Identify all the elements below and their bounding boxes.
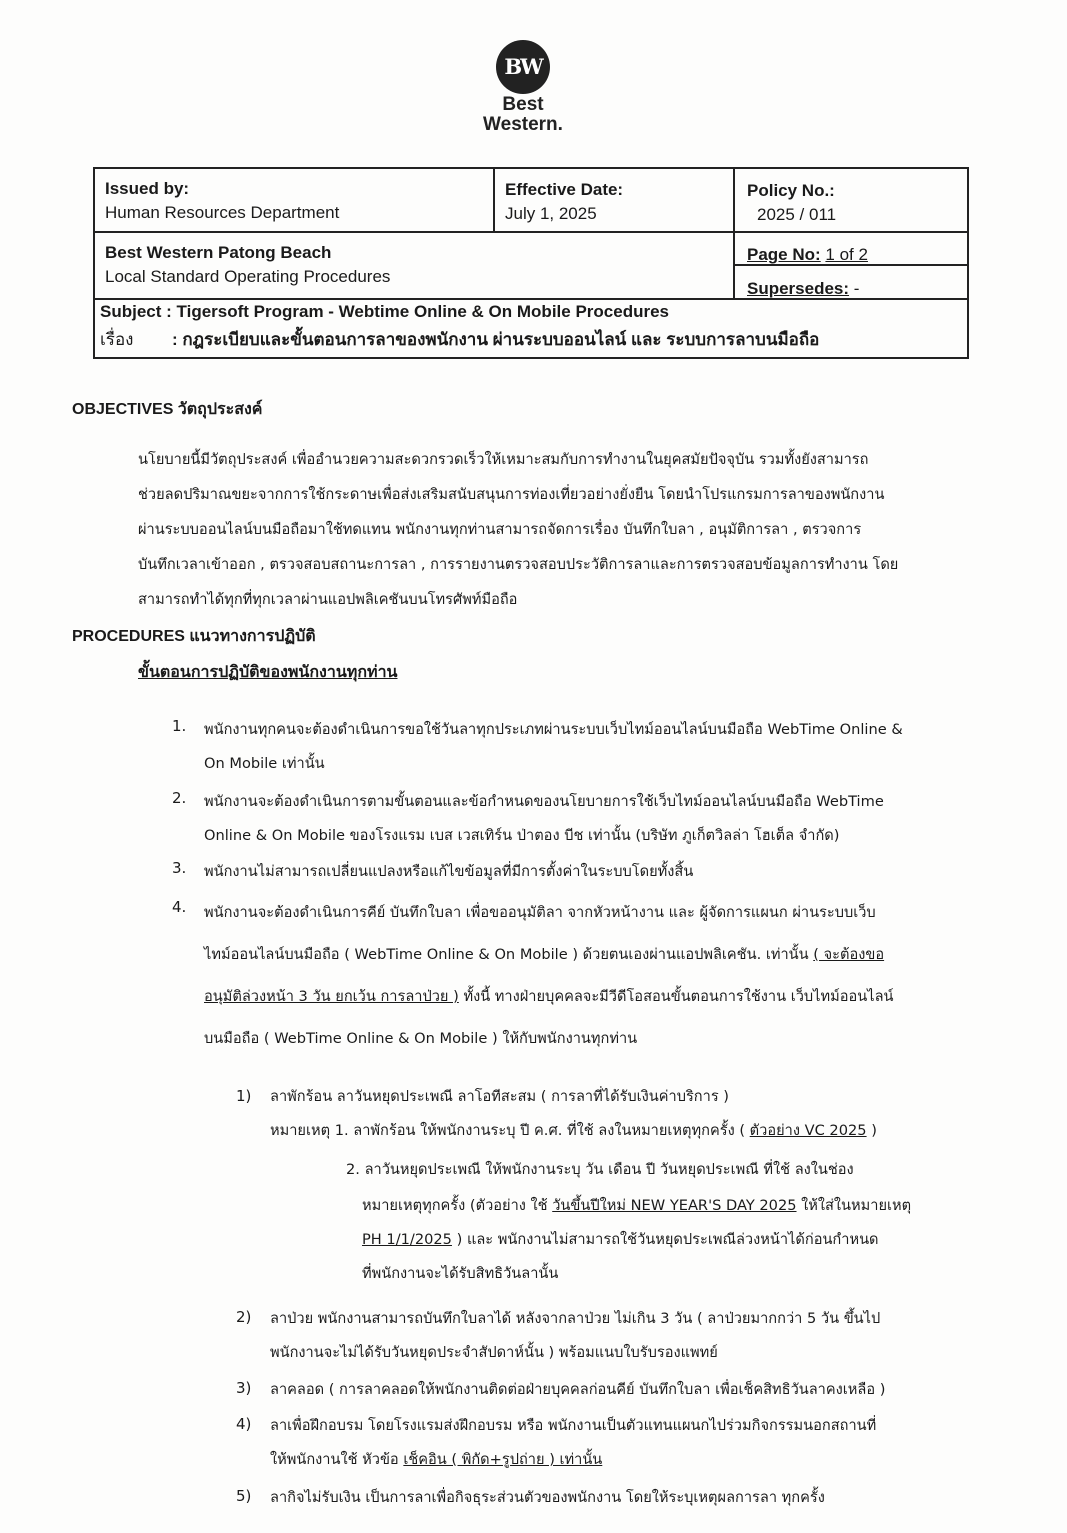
procedure-item-3 — [204, 855, 994, 889]
effective-date-cell — [495, 172, 733, 232]
leave-number: 5) — [236, 1487, 252, 1505]
page-no-cell — [737, 239, 967, 273]
item-line: ไทม์ออนไลน์บนมือถือ ( WebTime Online & On Mobile ) ด้วยตนเองผ่านแอปพลิเคชัน. เท่านั้น — [204, 946, 814, 963]
check-in-note: เช็คอิน ( พิกัด+รูปถ่าย ) เท่านั้น — [403, 1451, 603, 1468]
leave-line: ที่พนักงานจะได้รับสิทธิวันลานั้น — [362, 1265, 559, 1282]
example-code: ตัวอย่าง VC 2025 — [749, 1122, 867, 1139]
policy-no-cell — [737, 173, 967, 233]
example-code: PH 1/1/2025 — [362, 1231, 452, 1248]
leave-line: หมายเหตุทุกครั้ง (ตัวอย่าง ใช้ — [362, 1197, 553, 1214]
item-line: พนักงานไม่สามารถเปลี่ยนแปลงหรือแก้ไขข้อมูลที่มีการตั้งค่าในระบบโดยทั้งสิ้น — [204, 863, 694, 880]
objectives-heading: OBJECTIVES วัตถุประสงค์ — [72, 401, 263, 418]
objectives-line: ผ่านระบบออนไลน์บนมือถือมาใช้ทดแทน พนักงานทุกท่านสามารถจัดการเรื่อง บันทึกใบลา , อนุมัติการลา , ตรวจการ — [138, 521, 862, 538]
subject-value: Tigersoft Program - Webtime Online & On Mobile Procedures — [176, 302, 669, 321]
issued-by-label: Issued by: — [105, 179, 190, 198]
leave-line: พนักงานจะไม่ได้รับวันหยุดประจำสัปดาห์นั้น ) พร้อมแนบใบรับรองแพทย์ — [270, 1344, 718, 1361]
item-number: 1. — [172, 717, 187, 735]
policy-no-value: 2025 / 011 — [757, 205, 837, 224]
objectives-line: นโยบายนี้มีวัตถุประสงค์ เพื่ออำนวยความสะดวกรวดเร็วให้เหมาะสมกับการทำงานในยุคสมัยปัจจุบัน รวมทั้งยังสามารถ — [138, 451, 869, 468]
leave-line: ให้ใส่ในหมายเหตุ — [796, 1197, 912, 1214]
subject-cell — [95, 299, 967, 353]
issued-by-cell — [95, 171, 493, 231]
hotel-name: Best Western Patong Beach — [105, 243, 332, 262]
logo-line-1: Best — [502, 94, 544, 115]
item-line: พนักงานทุกคนจะต้องดำเนินการขอใช้วันลาทุกประเภทผ่านระบบเว็บไทม์ออนไลน์บนมือถือ WebTime Online & — [204, 721, 903, 738]
effective-date-label: Effective Date: — [505, 180, 624, 199]
policy-header-table — [93, 167, 969, 359]
leave-type-5 — [270, 1481, 990, 1515]
procedures-heading: PROCEDURES แนวทางการปฏิบัติ — [72, 628, 316, 645]
procedure-item-4 — [204, 892, 994, 1060]
item-line: บนมือถือ ( WebTime Online & On Mobile ) ให้กับพนักงานทุกท่าน — [204, 1030, 638, 1047]
item-number: 4. — [172, 898, 187, 916]
item-number: 2. — [172, 789, 187, 807]
page-no-label: Page No: — [747, 245, 821, 264]
procedure-item-2 — [204, 785, 994, 853]
leave-type-2 — [270, 1302, 990, 1370]
item-line: พนักงานจะต้องดำเนินการคีย์ บันทึกใบลา เพื่อขออนุมัติลา จากหัวหน้างาน และ ผู้จัดการแผนก ผ่านระบบเว็บ — [204, 904, 876, 921]
leave-line: ลากิจไม่รับเงิน เป็นการลาเพื่อกิจธุระส่วนตัวของพนักงาน โดยให้ระบุเหตุผลการลา ทุกครั้ง — [270, 1489, 825, 1506]
best-western-logo — [468, 40, 578, 135]
logo-line-2: Western. — [483, 114, 563, 135]
effective-date-value: July 1, 2025 — [505, 204, 597, 223]
advance-approval-note: ( จะต้องขอ — [813, 946, 885, 963]
bw-logo-mark: BW — [496, 40, 550, 94]
policy-no-label: Policy No.: — [747, 181, 835, 200]
item-line: On Mobile เท่านั้น — [204, 755, 325, 772]
leave-type-4 — [270, 1409, 990, 1477]
leave-line: ให้พนักงานใช้ หัวข้อ — [270, 1451, 404, 1468]
leave-number: 1) — [236, 1087, 252, 1105]
leave-line: ) — [866, 1122, 877, 1139]
supersedes-value: - — [853, 279, 860, 298]
leave-number: 2) — [236, 1308, 252, 1326]
item-line: Online & On Mobile ของโรงแรม เบส เวสเทิร์น ป่าตอง บีช เท่านั้น (บริษัท ภูเก็ตวิลล่า โฮเต็ล จำกัด) — [204, 827, 840, 844]
leave-number: 3) — [236, 1379, 252, 1397]
leave-number: 4) — [236, 1415, 252, 1433]
sop-title: Local Standard Operating Procedures — [105, 267, 391, 286]
leave-line: ) และ พนักงานไม่สามารถใช้วันหยุดประเพณีล่วงหน้าได้ก่อนกำหนด — [451, 1231, 879, 1248]
leave-type-1-note-2 — [346, 1153, 986, 1187]
leave-line: ลาป่วย พนักงานสามารถบันทึกใบลาได้ หลังจากลาป่วย ไม่เกิน 3 วัน ( ลาป่วยมากกว่า 5 วัน ขึ้นไป — [270, 1310, 881, 1327]
supersedes-label: Supersedes: — [747, 279, 850, 298]
objectives-body — [138, 442, 983, 617]
leave-type-3 — [270, 1373, 990, 1407]
leave-type-1 — [270, 1080, 990, 1148]
hotel-cell — [95, 235, 733, 295]
topic-value: : กฎระเบียบและขั้นตอนการลาของพนักงาน ผ่านระบบออนไลน์ และ ระบบการลาบนมือถือ — [172, 330, 820, 349]
subject-label: Subject : — [100, 302, 172, 321]
objectives-line: ช่วยลดปริมาณขยะจากการใช้กระดาษเพื่อส่งเสริมสนับสนุนการท่องเที่ยวอย่างยั่งยืน โดยนำโปรแกรมการลาของพนักงาน — [138, 486, 885, 503]
item-line: ทั้งนี้ ทางฝ่ายบุคคลจะมีวีดีโอสอนขั้นตอนการใช้งาน เว็บไทม์ออนไลน์ — [458, 988, 894, 1005]
procedures-subheading: ขั้นตอนการปฏิบัติของพนักงานทุกท่าน — [138, 664, 398, 681]
topic-label: เรื่อง — [100, 330, 134, 349]
leave-line: ลาคลอด ( การลาคลอดให้พนักงานติดต่อฝ่ายบุคคลก่อนคีย์ บันทึกใบลา เพื่อเช็คสิทธิวันลาคงเหลือ ) — [270, 1381, 886, 1398]
objectives-line: บันทึกเวลาเข้าออก , ตรวจสอบสถานะการลา , การรายงานตรวจสอบประวัติการลาและการตรวจสอบข้อมูลการทำงาน โดย — [138, 556, 899, 573]
advance-approval-note: อนุมัติล่วงหน้า 3 วัน ยกเว้น การลาป่วย ) — [204, 988, 459, 1005]
objectives-line: สามารถทำได้ทุกที่ทุกเวลาผ่านแอปพลิเคชันบนโทรศัพท์มือถือ — [138, 591, 518, 608]
item-number: 3. — [172, 859, 187, 877]
leave-type-1-note-2-body — [362, 1189, 992, 1291]
leave-line: ลาเพื่อฝึกอบรม โดยโรงแรมส่งฝึกอบรม หรือ พนักงานเป็นตัวแทนแผนกไปร่วมกิจกรรมนอกสถานที่ — [270, 1417, 877, 1434]
issued-by-value: Human Resources Department — [105, 203, 340, 222]
leave-line: หมายเหตุ 1. ลาพักร้อน ให้พนักงานระบุ ปี ค.ศ. ที่ใช้ ลงในหมายเหตุทุกครั้ง ( — [270, 1122, 750, 1139]
example-holiday: วันขึ้นปีใหม่ NEW YEAR'S DAY 2025 — [552, 1197, 797, 1214]
leave-line: 2. ลาวันหยุดประเพณี ให้พนักงานระบุ วัน เดือน ปี วันหยุดประเพณี ที่ใช้ ลงในช่อง — [346, 1161, 854, 1178]
item-line: พนักงานจะต้องดำเนินการตามขั้นตอนและข้อกำหนดของนโยบายการใช้เว็บไทม์ออนไลน์บนมือถือ WebTime — [204, 793, 884, 810]
page-no-value: 1 of 2 — [825, 245, 868, 264]
leave-line: ลาพักร้อน ลาวันหยุดประเพณี ลาโอทีสะสม ( การลาที่ได้รับเงินค่าบริการ ) — [270, 1088, 729, 1105]
procedure-item-1 — [204, 713, 994, 781]
